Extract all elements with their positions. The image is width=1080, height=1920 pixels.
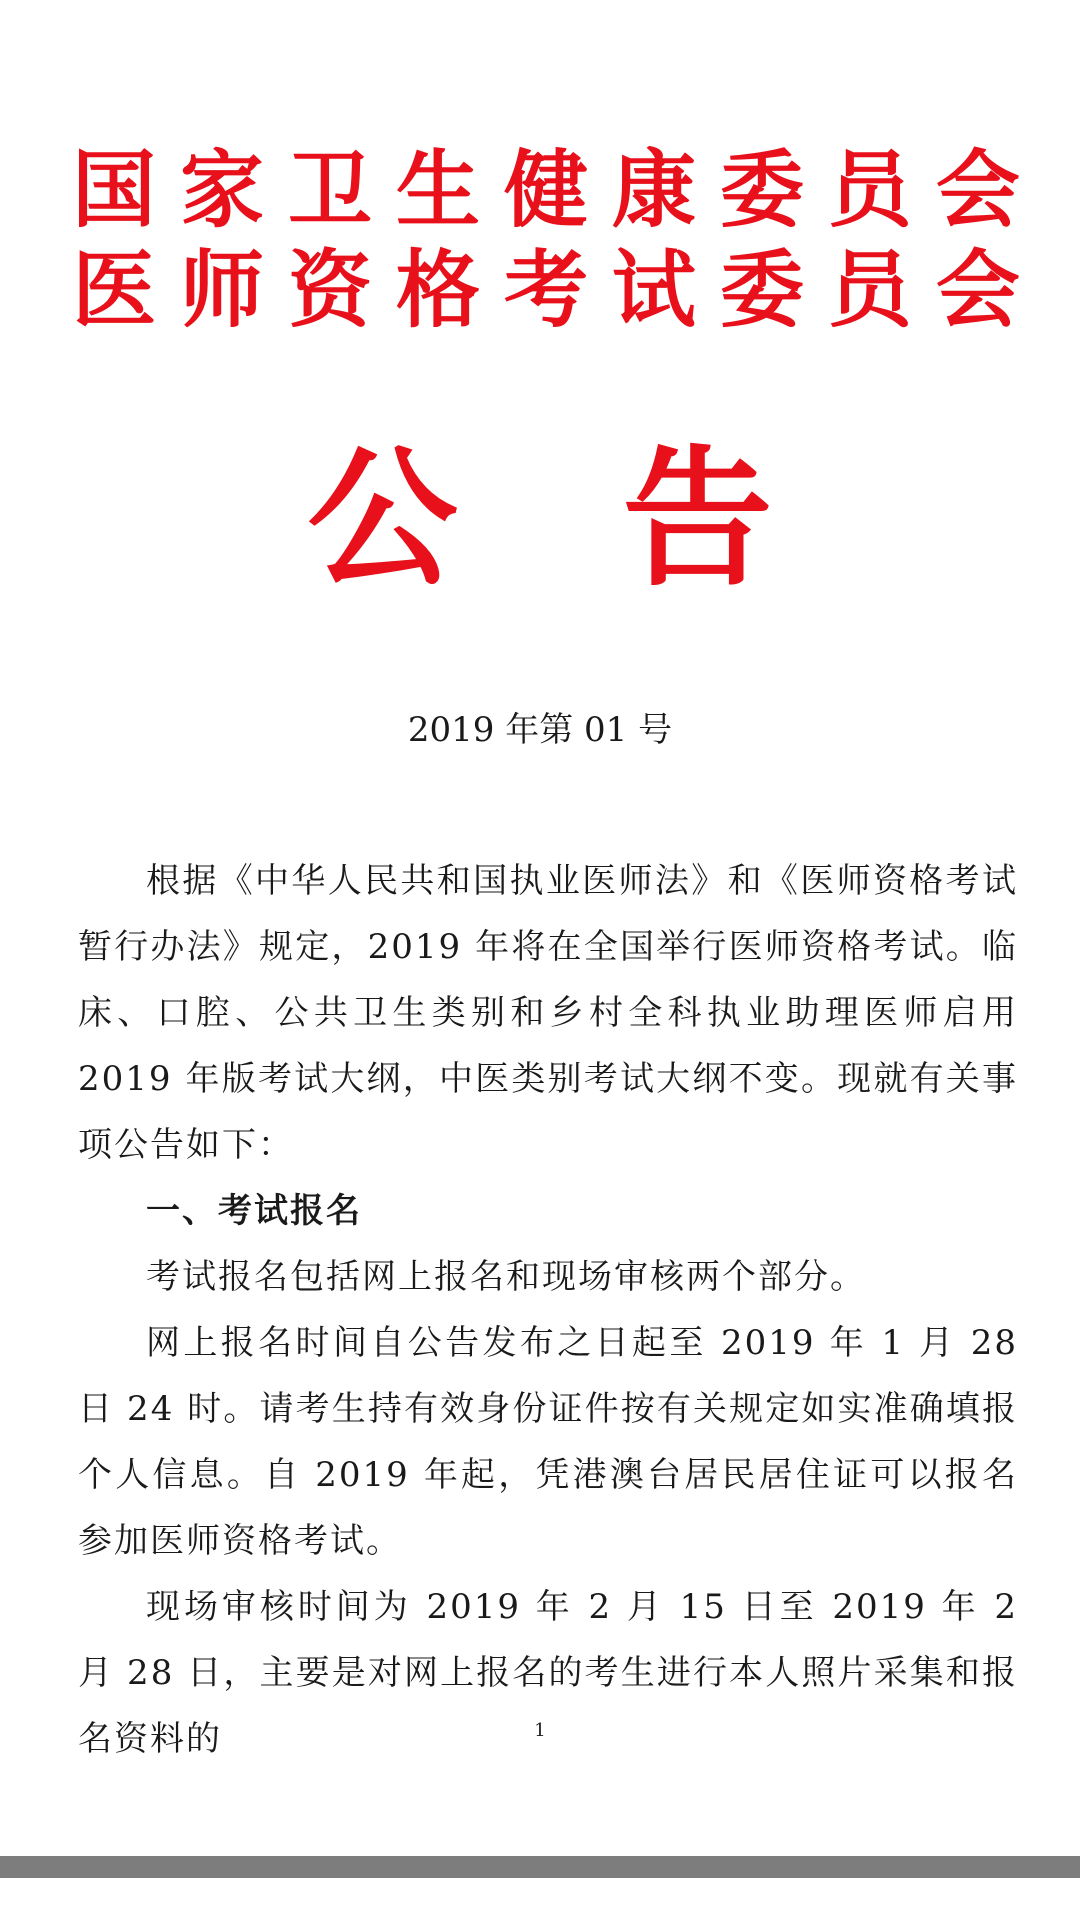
header-line-1 [72,140,1020,239]
paragraph: 考试报名包括网上报名和现场审核两个部分。 [146,1257,866,1297]
header-char: 委 [719,240,804,339]
header-line-2 [72,240,1020,339]
header-char: 师 [179,240,264,339]
bottom-scroll-bar [0,1856,1080,1878]
intro-paragraph: 根据《中华人民共和国执业医师法》和《医师资格考试暂行办法》规定，2019 年将在全国举行医师资格考试。临床、口腔、公共卫生类别和乡村全科执业助理医师启用 2019 年版考试大纲，中医类别考试大纲不变。现就有关事项公告如下： [78,861,1018,1165]
header-char: 家 [179,140,264,239]
paragraph: 现场审核时间为 2019 年 2 月 15 日至 2019 年 2 月 28 日，主要是对网上报名的考生进行本人照片采集和报名资料的 [78,1587,1018,1759]
header-char: 会 [935,140,1020,239]
document-number: 2019 年第 01 号 [407,710,673,750]
header-char: 医 [72,240,157,339]
header-char: 会 [935,240,1020,339]
page-number: 1 [534,1720,546,1741]
document-body [78,848,1018,1772]
header-char: 格 [395,240,480,339]
header-char: 委 [719,140,804,239]
header-char: 资 [287,240,372,339]
section-heading: 一、考试报名 [146,1191,362,1231]
header-char: 考 [503,240,588,339]
header-char: 生 [395,140,480,239]
header-char: 健 [503,140,588,239]
title-char-2: 告 [622,433,773,607]
header-char: 国 [72,140,157,239]
header-char: 试 [611,240,696,339]
title-char-1: 公 [307,433,458,607]
header-char: 康 [611,140,696,239]
header-char: 员 [827,240,912,339]
announcement-title [0,433,1080,607]
header-char: 卫 [287,140,372,239]
header-char: 员 [827,140,912,239]
paragraph: 网上报名时间自公告发布之日起至 2019 年 1 月 28 日 24 时。请考生持有效身份证件按有关规定如实准确填报个人信息。自 2019 年起，凭港澳台居民居住证可以报名参加医师资格考试。 [78,1323,1018,1561]
